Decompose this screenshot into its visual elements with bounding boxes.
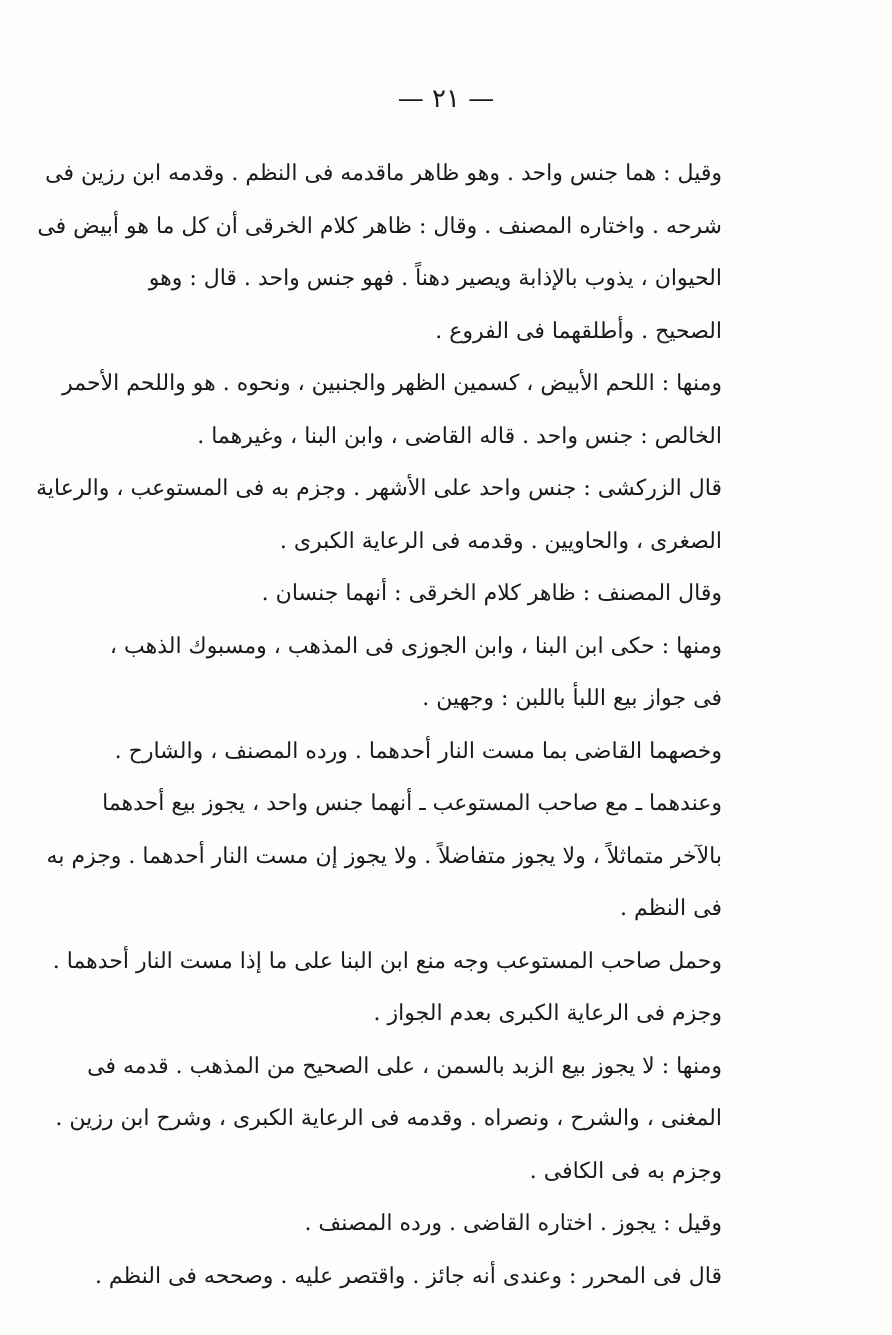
text-line: المغنى ، والشرح ، ونصراه . وقدمه فى الرعاية الكبرى ، وشرح ابن رزين . — [55, 1106, 722, 1131]
text-line: بالآخر متماثلاً ، ولا يجوز متفاضلاً . ولا يجوز إن مست النار أحدهما . وجزم به — [46, 843, 722, 869]
text-body — [36, 148, 762, 1303]
paragraph — [36, 463, 762, 568]
text-line: شرحه . واختاره المصنف . وقال : ظاهر كلام الخرقى أن كل ما هو أبيض فى — [37, 213, 722, 239]
paragraph — [94, 1251, 762, 1304]
text-line: وعندهما ـ مع صاحب المستوعب ـ أنهما جنس واحد ، يجوز بيع أحدهما — [102, 791, 722, 816]
paragraph — [46, 778, 762, 936]
text-line: ومنها : اللحم الأبيض ، كسمين الظهر والجنبين ، ونحوه . هو واللحم الأحمر — [62, 371, 722, 396]
text-line: الحيوان ، يذوب بالإذابة ويصير دهناً . فهو جنس واحد . قال : وهو — [148, 266, 722, 291]
text-line: وقيل : يجوز . اختاره القاضى . ورده المصنف . — [304, 1211, 722, 1236]
text-line: وقيل : هما جنس واحد . وهو ظاهر ماقدمه فى النظم . وقدمه ابن رزين فى — [45, 161, 722, 186]
paragraph — [62, 358, 762, 463]
page-number: — ٢١ — — [397, 84, 495, 114]
text-line: ومنها : لا يجوز بيع الزبد بالسمن ، على الصحيح من المذهب . قدمه فى — [87, 1053, 722, 1079]
paragraph — [52, 936, 762, 1041]
paragraph — [128, 568, 762, 621]
text-line: الصحيح . وأطلقهما فى الفروع . — [435, 318, 722, 344]
paragraph — [37, 148, 762, 358]
paragraph — [109, 621, 762, 726]
text-line: قال الزركشى : جنس واحد على الأشهر . وجزم به فى المستوعب ، والرعاية — [36, 476, 722, 501]
text-line: وخصهما القاضى بما مست النار أحدهما . ورده المصنف ، والشارح . — [114, 738, 722, 764]
paragraph — [55, 1041, 762, 1199]
text-line: الخالص : جنس واحد . قاله القاضى ، وابن البنا ، وغيرهما . — [197, 423, 722, 449]
paragraph — [114, 726, 762, 779]
text-line: ومنها : حكى ابن البنا ، وابن الجوزى فى المذهب ، ومسبوك الذهب ، — [109, 633, 722, 659]
paragraph — [128, 1198, 762, 1251]
text-line: قال فى المحرر : وعندى أنه جائز . واقتصر عليه . وصححه فى النظم . — [94, 1263, 722, 1289]
text-line: وجزم فى الرعاية الكبرى بعدم الجواز . — [373, 1001, 722, 1026]
text-line: وقال المصنف : ظاهر كلام الخرقى : أنهما جنسان . — [261, 581, 722, 606]
text-line: وحمل صاحب المستوعب وجه منع ابن البنا على ما إذا مست النار أحدهما . — [52, 948, 722, 974]
text-line: فى جواز بيع اللبأ باللبن : وجهين . — [422, 686, 722, 711]
text-line: الصغرى ، والحاويين . وقدمه فى الرعاية الكبرى . — [279, 528, 722, 554]
text-line: وجزم به فى الكافى . — [529, 1158, 722, 1184]
text-line: فى النظم . — [620, 896, 722, 921]
